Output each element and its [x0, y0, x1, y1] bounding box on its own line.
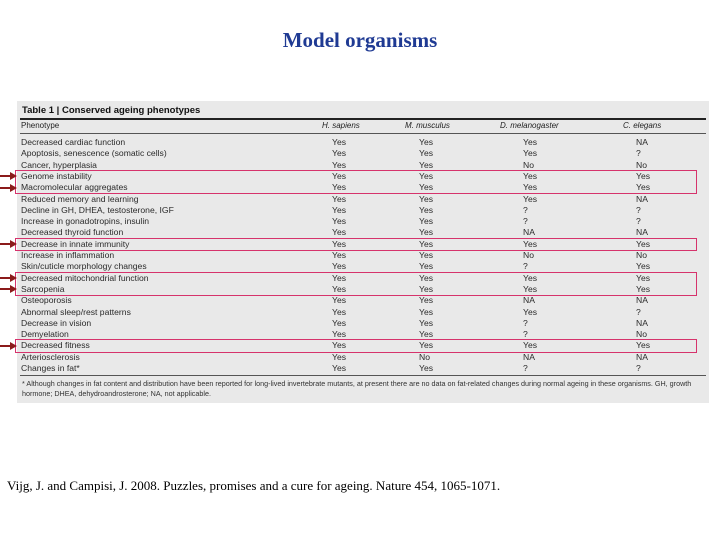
phenotype-cell: Skin/cuticle morphology changes	[21, 261, 147, 272]
value-cell: NA	[636, 351, 648, 362]
value-cell: Yes	[332, 227, 347, 238]
value-cell: Yes	[332, 137, 347, 147]
value-cell: No	[636, 329, 647, 340]
value-cell: Yes	[636, 182, 651, 193]
value-cell: Yes	[419, 238, 434, 249]
table-row	[17, 352, 709, 363]
value-cell: Yes	[523, 238, 538, 249]
value-cell: Yes	[636, 272, 651, 283]
phenotype-cell: Apoptosis, senescence (somatic cells)	[21, 148, 167, 159]
table-row	[17, 363, 709, 374]
value-cell: Yes	[332, 148, 347, 159]
phenotype-cell: Abnormal sleep/rest patterns	[21, 306, 131, 317]
pointer-arrow-icon	[0, 239, 17, 249]
value-cell: Yes	[419, 159, 434, 170]
table-footnote: * Although changes in fat content and distribution have been reported for long-lived invertebrate mutants, at present there are no data on fat-related changes during normal ageing in these organisms. GH, growth hormone; DHEA, dehydroandrosterone; NA, not applicable.	[22, 379, 692, 398]
value-cell: No	[523, 159, 534, 170]
value-cell: ?	[523, 363, 528, 373]
value-cell: Yes	[636, 238, 651, 249]
phenotype-cell: Sarcopenia	[21, 283, 65, 294]
value-cell: Yes	[332, 193, 347, 204]
value-cell: Yes	[332, 306, 347, 317]
table-row	[17, 307, 709, 318]
table-row	[17, 250, 709, 261]
value-cell: ?	[636, 306, 641, 317]
value-cell: Yes	[523, 272, 538, 283]
value-cell: Yes	[419, 283, 434, 294]
value-cell: Yes	[419, 216, 434, 227]
table-bottom-rule	[20, 375, 706, 376]
phenotype-cell: Decline in GH, DHEA, testosterone, IGF	[21, 204, 174, 215]
header-rule	[20, 133, 706, 134]
value-cell: Yes	[332, 363, 347, 373]
value-cell: Yes	[636, 340, 651, 351]
highlight-box	[15, 238, 697, 251]
pointer-arrow-icon	[0, 284, 17, 294]
phenotype-cell: Decreased mitochondrial function	[21, 272, 149, 283]
value-cell: Yes	[332, 216, 347, 227]
value-cell: Yes	[332, 182, 347, 193]
table-row	[17, 148, 709, 159]
table-row	[17, 137, 709, 148]
value-cell: Yes	[419, 329, 434, 340]
value-cell: Yes	[636, 283, 651, 294]
value-cell: Yes	[419, 261, 434, 272]
value-cell: No	[636, 250, 647, 260]
value-cell: ?	[523, 204, 528, 215]
value-cell: Yes	[332, 250, 347, 260]
phenotype-cell: Increase in inflammation	[21, 250, 115, 260]
value-cell: Yes	[419, 272, 434, 283]
value-cell: ?	[523, 317, 528, 328]
value-cell: Yes	[419, 227, 434, 238]
pointer-arrow-icon	[0, 171, 17, 181]
value-cell: NA	[636, 193, 648, 204]
value-cell: NA	[636, 227, 648, 238]
phenotype-cell: Demyelation	[21, 329, 69, 340]
phenotype-cell: Changes in fat*	[21, 363, 80, 373]
table-title: Table 1 | Conserved ageing phenotypes	[22, 105, 201, 116]
highlight-box	[15, 272, 697, 297]
table-row	[17, 318, 709, 329]
phenotype-cell: Decrease in vision	[21, 317, 92, 328]
phenotype-cell: Reduced memory and learning	[21, 193, 139, 204]
value-cell: Yes	[419, 137, 434, 147]
value-cell: Yes	[419, 148, 434, 159]
value-cell: Yes	[523, 137, 538, 147]
value-cell: Yes	[636, 261, 651, 272]
citation: Vijg, J. and Campisi, J. 2008. Puzzles, promises and a cure for ageing. Nature 454, 1065-1071.	[7, 478, 501, 493]
pointer-arrow-icon	[0, 341, 17, 351]
value-cell: Yes	[523, 148, 538, 159]
value-cell: NA	[636, 317, 648, 328]
table-top-rule	[20, 118, 706, 120]
value-cell: Yes	[332, 170, 347, 181]
header-h-sapiens: H. sapiens	[322, 121, 360, 130]
value-cell: ?	[636, 148, 641, 159]
value-cell: Yes	[332, 272, 347, 283]
value-cell: Yes	[419, 182, 434, 193]
value-cell: ?	[523, 216, 528, 227]
value-cell: Yes	[523, 193, 538, 204]
value-cell: Yes	[332, 261, 347, 272]
phenotype-cell: Decreased fitness	[21, 340, 90, 351]
value-cell: Yes	[419, 204, 434, 215]
value-cell: Yes	[332, 204, 347, 215]
value-cell: Yes	[419, 306, 434, 317]
value-cell: Yes	[419, 295, 434, 306]
phenotype-cell: Decreased thyroid function	[21, 227, 124, 238]
highlight-box	[15, 170, 697, 195]
value-cell: No	[523, 250, 534, 260]
value-cell: Yes	[523, 182, 538, 193]
phenotype-cell: Decrease in innate immunity	[21, 238, 130, 249]
value-cell: Yes	[523, 340, 538, 351]
value-cell: NA	[523, 295, 535, 306]
phenotype-cell: Arteriosclerosis	[21, 351, 80, 362]
phenotype-cell: Cancer, hyperplasia	[21, 159, 97, 170]
value-cell: Yes	[419, 170, 434, 181]
value-cell: ?	[523, 329, 528, 340]
value-cell: Yes	[332, 283, 347, 294]
value-cell: ?	[523, 261, 528, 272]
highlight-box	[15, 339, 697, 352]
table-figure	[17, 101, 709, 403]
table-row	[17, 216, 709, 227]
value-cell: Yes	[419, 363, 434, 373]
pointer-arrow-icon	[0, 273, 17, 283]
pointer-arrow-icon	[0, 183, 17, 193]
header-c-elegans: C. elegans	[623, 121, 662, 130]
value-cell: Yes	[419, 250, 434, 260]
value-cell: Yes	[419, 340, 434, 351]
header-d-melanogaster: D. melanogaster	[500, 121, 559, 130]
value-cell: NA	[636, 295, 648, 306]
value-cell: Yes	[332, 159, 347, 170]
phenotype-cell: Decreased cardiac function	[21, 137, 126, 147]
value-cell: Yes	[332, 238, 347, 249]
value-cell: ?	[636, 204, 641, 215]
value-cell: No	[419, 351, 430, 362]
value-cell: Yes	[523, 283, 538, 294]
phenotype-cell: Genome instability	[21, 170, 92, 181]
value-cell: No	[636, 159, 647, 170]
value-cell: Yes	[332, 317, 347, 328]
phenotype-cell: Increase in gonadotropins, insulin	[21, 216, 150, 227]
value-cell: Yes	[332, 295, 347, 306]
value-cell: NA	[523, 351, 535, 362]
value-cell: Yes	[419, 317, 434, 328]
phenotype-cell: Osteoporosis	[21, 295, 72, 306]
value-cell: ?	[636, 216, 641, 227]
value-cell: Yes	[523, 306, 538, 317]
value-cell: ?	[636, 363, 641, 373]
value-cell: Yes	[332, 340, 347, 351]
table-row	[17, 205, 709, 216]
header-m-musculus: M. musculus	[405, 121, 450, 130]
value-cell: Yes	[523, 170, 538, 181]
header-phenotype: Phenotype	[21, 121, 60, 130]
value-cell: Yes	[332, 351, 347, 362]
value-cell: Yes	[636, 170, 651, 181]
slide-title: Model organisms	[282, 28, 438, 52]
value-cell: NA	[523, 227, 535, 238]
value-cell: Yes	[332, 329, 347, 340]
value-cell: Yes	[419, 193, 434, 204]
table-row	[17, 295, 709, 306]
table-row	[17, 194, 709, 205]
value-cell: NA	[636, 137, 648, 147]
phenotype-cell: Macromolecular aggregates	[21, 182, 128, 193]
